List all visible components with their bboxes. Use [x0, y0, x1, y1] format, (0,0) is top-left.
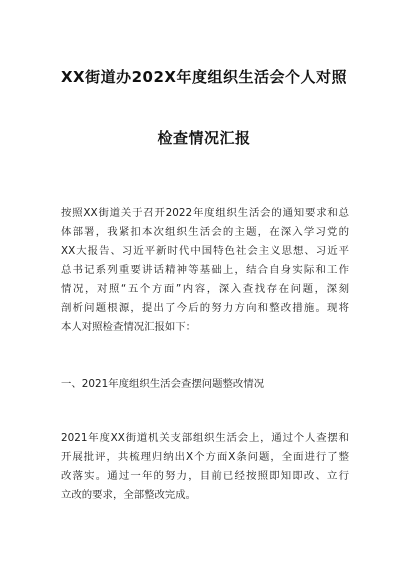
intro-paragraph [61, 204, 349, 337]
intro-line: XX大报告、习近平新时代中国特色社会主义思想、习近平 [61, 245, 349, 257]
intro-line: 情况，对照“五个方面”内容，深入查找存在问题，深刻 [61, 283, 349, 295]
intro-line: 总书记系列重要讲话精神等基础上，结合自身实际和工作 [61, 264, 349, 276]
intro-line: 按照XX街道关于召开2022年度组织生活会的通知要求和总 [61, 207, 349, 219]
intro-line: 体部署，我紧扣本次组织生活会的主题，在深入学习党的 [61, 226, 349, 238]
section-heading: 一、2021年度组织生活会查摆问题整改情况 [61, 378, 265, 390]
section-body-line: 改落实。通过一年的努力，目前已经按照即知即改、立行 [61, 470, 349, 482]
intro-line: 本人对照检查情况汇报如下： [61, 321, 197, 333]
section-body-line: 2021年度XX街道机关支部组织生活会上，通过个人查摆和 [61, 432, 349, 444]
section-body-line: 开展批评，共梳理归纳出X个方面X条问题，全面进行了整 [61, 451, 349, 463]
document-title-line-2: 检查情况汇报 [157, 129, 251, 147]
intro-line: 剖析问题根源，提出了今后的努力方向和整改措施。现将 [61, 302, 349, 314]
document-title-line-1: XX街道办202X年度组织生活会个人对照 [60, 68, 347, 86]
section-body-line: 立改的要求，全部整改完成。 [61, 489, 197, 501]
section-body-paragraph [61, 429, 349, 505]
